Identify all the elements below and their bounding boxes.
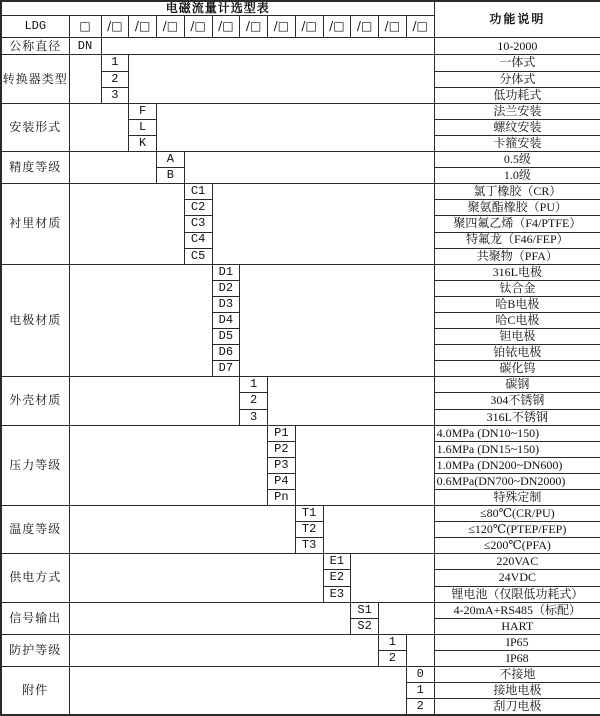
group-left-filler bbox=[69, 264, 212, 377]
option-code: C3 bbox=[184, 216, 212, 232]
option-desc: 特氟龙（F46/FEP） bbox=[434, 232, 600, 248]
option-code: D3 bbox=[212, 296, 240, 312]
group-label: 信号输出 bbox=[1, 602, 69, 634]
option-row bbox=[1, 377, 600, 393]
group-label: 外壳材质 bbox=[1, 377, 69, 425]
group-right-filler bbox=[379, 602, 435, 634]
option-row bbox=[1, 602, 600, 618]
option-code: T2 bbox=[295, 522, 323, 538]
option-row bbox=[1, 184, 600, 200]
title-row bbox=[1, 1, 600, 16]
option-row bbox=[1, 506, 600, 522]
option-desc: HART bbox=[434, 618, 600, 634]
group-label: 压力等级 bbox=[1, 425, 69, 505]
code-slot: /□ bbox=[101, 16, 129, 38]
option-code: C1 bbox=[184, 184, 212, 200]
option-code: D6 bbox=[212, 345, 240, 361]
option-code: Pn bbox=[268, 490, 296, 506]
option-desc: 聚四氟乙烯（F4/PTFE） bbox=[434, 216, 600, 232]
code-slot: /□ bbox=[323, 16, 351, 38]
group-label: 附件 bbox=[1, 667, 69, 715]
option-desc: 钽电极 bbox=[434, 329, 600, 345]
option-desc: 锂电池（仅限低功耗式） bbox=[434, 586, 600, 602]
group-label: 安装形式 bbox=[1, 103, 69, 151]
diameter-filler bbox=[101, 38, 434, 55]
group-right-filler bbox=[157, 103, 435, 151]
code-box-first: □ bbox=[69, 16, 101, 38]
option-desc: 220VAC bbox=[434, 554, 600, 570]
option-desc: 低功耗式 bbox=[434, 87, 600, 103]
option-code: D2 bbox=[212, 280, 240, 296]
group-left-filler bbox=[69, 506, 295, 554]
option-code: T1 bbox=[295, 506, 323, 522]
group-right-filler bbox=[406, 634, 434, 666]
code-slot: /□ bbox=[351, 16, 379, 38]
group-label: 温度等级 bbox=[1, 506, 69, 554]
group-left-filler bbox=[69, 554, 323, 602]
option-row bbox=[1, 667, 600, 683]
option-code: E1 bbox=[323, 554, 351, 570]
group-right-filler bbox=[323, 506, 434, 554]
option-code: C4 bbox=[184, 232, 212, 248]
group-left-filler bbox=[69, 152, 157, 184]
option-desc: 法兰安装 bbox=[434, 103, 600, 119]
group-right-filler bbox=[351, 554, 434, 602]
group-left-filler bbox=[69, 425, 268, 505]
diameter-label: 公称直径 bbox=[1, 38, 69, 55]
group-label: 精度等级 bbox=[1, 152, 69, 184]
option-code: K bbox=[129, 135, 157, 151]
option-code: 1 bbox=[379, 634, 407, 650]
option-desc: 特殊定制 bbox=[434, 490, 600, 506]
option-code: 1 bbox=[240, 377, 268, 393]
group-label: 转换器类型 bbox=[1, 55, 69, 103]
option-code: T3 bbox=[295, 538, 323, 554]
code-slot: /□ bbox=[157, 16, 185, 38]
option-desc: 哈B电极 bbox=[434, 296, 600, 312]
diameter-row bbox=[1, 38, 600, 55]
option-code: 2 bbox=[101, 71, 129, 87]
option-code: P1 bbox=[268, 425, 296, 441]
code-slot: /□ bbox=[240, 16, 268, 38]
option-desc: 铂铱电极 bbox=[434, 345, 600, 361]
option-code: 2 bbox=[406, 699, 434, 715]
option-desc: 接地电极 bbox=[434, 683, 600, 699]
group-left-filler bbox=[69, 184, 184, 264]
option-code: D4 bbox=[212, 312, 240, 328]
page-title: 电磁流量计选型表 bbox=[1, 1, 434, 16]
option-code: C5 bbox=[184, 248, 212, 264]
option-code: F bbox=[129, 103, 157, 119]
option-desc: 1.0MPa (DN200~DN600) bbox=[434, 457, 600, 473]
group-right-filler bbox=[240, 264, 434, 377]
option-desc: 1.6MPa (DN15~150) bbox=[434, 441, 600, 457]
code-slot: /□ bbox=[379, 16, 407, 38]
option-desc: 共聚物（PFA） bbox=[434, 248, 600, 264]
group-right-filler bbox=[295, 425, 434, 505]
code-slot: /□ bbox=[184, 16, 212, 38]
option-code: P4 bbox=[268, 473, 296, 489]
group-left-filler bbox=[69, 55, 101, 103]
option-code: S1 bbox=[351, 602, 379, 618]
option-desc: 4.0MPa (DN10~150) bbox=[434, 425, 600, 441]
option-code: E2 bbox=[323, 570, 351, 586]
option-code: E3 bbox=[323, 586, 351, 602]
option-desc: 螺纹安装 bbox=[434, 119, 600, 135]
option-desc: 一体式 bbox=[434, 55, 600, 71]
option-desc: 不接地 bbox=[434, 667, 600, 683]
group-left-filler bbox=[69, 667, 406, 715]
option-code: 2 bbox=[240, 393, 268, 409]
function-column-header: 功能说明 bbox=[434, 1, 600, 38]
code-slot: /□ bbox=[295, 16, 323, 38]
option-code: P3 bbox=[268, 457, 296, 473]
option-code: A bbox=[157, 152, 185, 168]
option-code: 1 bbox=[406, 683, 434, 699]
code-slot: /□ bbox=[406, 16, 434, 38]
option-desc: 0.5级 bbox=[434, 152, 600, 168]
option-row bbox=[1, 152, 600, 168]
option-code: 3 bbox=[240, 409, 268, 425]
option-code: S2 bbox=[351, 618, 379, 634]
option-row bbox=[1, 634, 600, 650]
option-desc: 316L不锈钢 bbox=[434, 409, 600, 425]
code-slot: /□ bbox=[212, 16, 240, 38]
option-desc: 碳钢 bbox=[434, 377, 600, 393]
option-desc: 4-20mA+RS485（标配） bbox=[434, 602, 600, 618]
group-left-filler bbox=[69, 377, 240, 425]
option-desc: 304不锈钢 bbox=[434, 393, 600, 409]
option-code: B bbox=[157, 168, 185, 184]
diameter-code: DN bbox=[69, 38, 101, 55]
option-desc: 1.0级 bbox=[434, 168, 600, 184]
option-code: 2 bbox=[379, 650, 407, 666]
code-slot: /□ bbox=[129, 16, 157, 38]
group-right-filler bbox=[268, 377, 435, 425]
group-right-filler bbox=[129, 55, 434, 103]
option-desc: 分体式 bbox=[434, 71, 600, 87]
option-desc: ≤120℃(PTEP/FEP) bbox=[434, 522, 600, 538]
option-desc: 卡箍安装 bbox=[434, 135, 600, 151]
option-code: 1 bbox=[101, 55, 129, 71]
group-left-filler bbox=[69, 602, 351, 634]
option-code: D1 bbox=[212, 264, 240, 280]
group-label: 电极材质 bbox=[1, 264, 69, 377]
option-row bbox=[1, 55, 600, 71]
option-desc: 哈C电极 bbox=[434, 312, 600, 328]
option-desc: ≤80℃(CR/PU) bbox=[434, 506, 600, 522]
option-row bbox=[1, 425, 600, 441]
option-desc: ≤200℃(PFA) bbox=[434, 538, 600, 554]
group-label: 供电方式 bbox=[1, 554, 69, 602]
option-desc: IP68 bbox=[434, 650, 600, 666]
option-row bbox=[1, 554, 600, 570]
option-desc: 钛合金 bbox=[434, 280, 600, 296]
option-row bbox=[1, 264, 600, 280]
option-code: D5 bbox=[212, 329, 240, 345]
option-code: 3 bbox=[101, 87, 129, 103]
group-left-filler bbox=[69, 103, 129, 151]
option-desc: 碳化钨 bbox=[434, 361, 600, 377]
option-code: 0 bbox=[406, 667, 434, 683]
group-right-filler bbox=[184, 152, 434, 184]
group-label: 防护等级 bbox=[1, 634, 69, 666]
option-desc: 刮刀电极 bbox=[434, 699, 600, 715]
diameter-desc: 10-2000 bbox=[434, 38, 600, 55]
option-desc: 氯丁橡胶（CR） bbox=[434, 184, 600, 200]
option-code: P2 bbox=[268, 441, 296, 457]
code-slot: /□ bbox=[268, 16, 296, 38]
option-row bbox=[1, 103, 600, 119]
option-desc: 24VDC bbox=[434, 570, 600, 586]
option-code: D7 bbox=[212, 361, 240, 377]
option-desc: 316L电极 bbox=[434, 264, 600, 280]
group-left-filler bbox=[69, 634, 379, 666]
option-code: L bbox=[129, 119, 157, 135]
model-prefix: LDG bbox=[1, 16, 69, 38]
option-code: C2 bbox=[184, 200, 212, 216]
option-desc: 聚氨酯橡胶（PU） bbox=[434, 200, 600, 216]
option-desc: IP65 bbox=[434, 634, 600, 650]
option-desc: 0.6MPa(DN700~DN2000) bbox=[434, 473, 600, 489]
group-label: 衬里材质 bbox=[1, 184, 69, 264]
group-right-filler bbox=[212, 184, 434, 264]
